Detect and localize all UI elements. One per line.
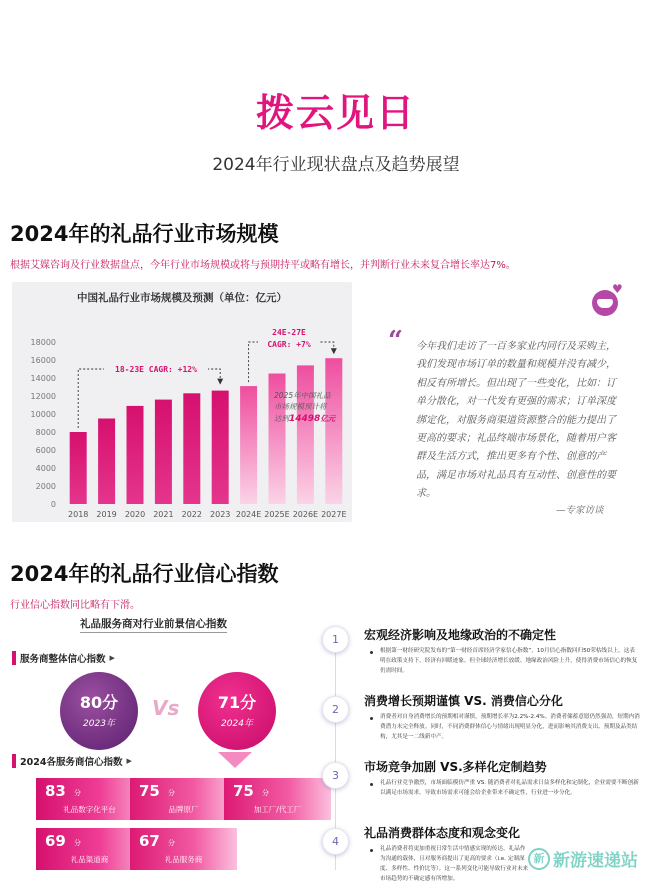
arrow-down-icon — [218, 752, 252, 768]
market-size-chart — [12, 282, 352, 522]
bar — [325, 358, 342, 504]
section-title-market-size: 2024年的礼品行业市场规模 — [10, 222, 279, 246]
heart-icon: ♥ — [612, 282, 623, 296]
section-description-market-size: 根据艾媒咨询及行业数据盘点，今年行业市场规模或将与预期持平或略有增长，并判断行业未来复合增长率达7%。 — [10, 260, 516, 271]
timeline-title: 市场竞争加剧 VS.多样化定制趋势 — [364, 760, 547, 774]
tile-unit: 分 — [74, 839, 81, 847]
bar — [127, 406, 144, 504]
callout-text: 达到14498亿元 — [274, 414, 336, 424]
score-tile — [36, 778, 143, 820]
section-description-confidence: 行业信心指数同比略有下滑。 — [10, 600, 140, 611]
timeline-desc: 根据第一财经研究院发布的“第一财经首席经济学家信心指数”，10月信心指数回归50荣枯线以上。这表明在政策支持下，经济有回暖迹象。但全球经济增长放缓、地缘政治风险上升，使得消费市场信心的恢复仍需时间。 — [380, 648, 638, 674]
timeline-desc: 消费者对自身消费增长的预期相对谨慎，预期增长率为2.2%-2.4%。消费者储蓄意愿仍然强劲，短期内消费潜力未完全释放。同时，不同消费群体信心与情绪出现明显分化，进而影响其消费支出、预期及品类结构，尤其是一二线新中产。 — [380, 714, 640, 740]
x-tick-label: 2019 — [96, 510, 117, 519]
arrow-head — [217, 379, 223, 385]
cagr-hist-label: 18-23E CAGR: +12% — [115, 365, 197, 374]
x-tick-label: 2021 — [153, 510, 174, 519]
y-tick-label: 4000 — [35, 464, 56, 473]
y-tick-label: 2000 — [35, 482, 56, 491]
bar — [183, 393, 200, 504]
quote-icon: “ — [388, 326, 403, 356]
x-tick-label: 2026E — [292, 510, 319, 519]
score-2023: 80分 — [79, 693, 119, 712]
tile-unit: 分 — [168, 839, 175, 847]
bar — [297, 365, 314, 504]
y-tick-label: 12000 — [30, 392, 56, 401]
timeline-title: 礼品消费群体态度和观念变化 — [364, 826, 521, 840]
callout-text: 2025年中国礼品 — [274, 391, 331, 400]
tile-score: 67 — [139, 832, 160, 850]
tile-name: 加工厂/代工厂 — [253, 805, 302, 814]
timeline-number: 3 — [322, 762, 349, 789]
tile-score: 69 — [45, 832, 66, 850]
label-bar — [12, 651, 16, 665]
watermark-logo: 新 — [528, 848, 550, 870]
bullet-dot — [370, 717, 373, 720]
score-tile — [224, 778, 331, 820]
tile-unit: 分 — [74, 789, 81, 797]
bar — [155, 400, 172, 504]
x-tick-label: 2020 — [124, 510, 146, 519]
label-bar — [12, 754, 16, 768]
score-tile — [130, 828, 237, 870]
x-tick-label: 2025E — [264, 510, 290, 519]
x-tick-label: 2022 — [181, 510, 202, 519]
bar — [70, 432, 87, 504]
breakdown-label — [12, 754, 132, 768]
overall-confidence-label — [12, 651, 115, 665]
quote-source: —专家访谈 — [556, 505, 604, 516]
timeline-number: 4 — [322, 828, 349, 855]
page-subtitle: 2024年行业现状盘点及趋势展望 — [212, 155, 460, 175]
tile-unit: 分 — [168, 789, 175, 797]
tile-score: 75 — [139, 782, 160, 800]
tile-name: 礼品数字化平台 — [63, 805, 116, 814]
bullet-dot — [370, 849, 373, 852]
x-tick-label: 2027E — [321, 510, 347, 519]
breakdown-label-text: 2024各服务商信心指数 — [20, 757, 123, 768]
timeline-title: 宏观经济影响及地缘政治的不确定性 — [364, 628, 557, 642]
timeline-title: 消费增长预期谨慎 VS. 消费信心分化 — [364, 694, 563, 708]
y-tick-label: 8000 — [35, 428, 56, 437]
overall-label-text: 服务商整体信心指数 — [20, 654, 106, 665]
y-tick-label: 6000 — [35, 446, 56, 455]
score-circle-2024 — [198, 672, 276, 750]
cagr-future-label: CAGR: +7% — [267, 340, 311, 349]
tile-name: 品牌原厂 — [168, 805, 199, 814]
bar — [98, 419, 115, 505]
watermark — [528, 846, 638, 871]
score-circle-2023 — [60, 672, 138, 750]
expert-quote: 今年我们走访了一百多家业内同行及采购主，我们发现市场订单的数量和规模并没有减少，相反有所增长。但出现了一些变化，比如：订单分散化，对一代发有更强的需求；订单深度绑定化，对服务商渠道资源整合的能力提出了更高的要求；礼品终端市场景化，随着用户客群及生活方式，推出更多有个性、创意的产品，满足市场对礼品具有互动性、创意性的要求。 — [416, 341, 616, 500]
tile-score: 75 — [233, 782, 254, 800]
year-2023: 2023年 — [83, 719, 115, 729]
timeline-number: 2 — [322, 696, 349, 723]
x-tick-label: 2024E — [235, 510, 262, 519]
y-tick-label: 16000 — [30, 356, 56, 365]
tile-name: 礼品渠道商 — [70, 855, 109, 864]
y-tick-label: 0 — [50, 500, 56, 509]
timeline-number: 1 — [322, 626, 349, 653]
score-tile — [36, 828, 143, 870]
chart-svg — [12, 282, 352, 522]
bar — [212, 391, 229, 504]
x-tick-label: 2018 — [68, 510, 89, 519]
chart-title: 中国礼品行业市场规模及预测（单位：亿元） — [77, 292, 287, 304]
triangle-right-icon: ▶ — [126, 757, 132, 765]
cagr-future-label: 24E-27E — [272, 328, 306, 337]
triangle-right-icon: ▶ — [109, 654, 115, 662]
confidence-subtitle: 礼品服务商对行业前景信心指数 — [80, 616, 227, 633]
y-tick-label: 10000 — [30, 410, 56, 419]
section-title-confidence: 2024年的礼品行业信心指数 — [10, 562, 279, 586]
score-tile — [130, 778, 237, 820]
tile-name: 礼品服务商 — [164, 855, 203, 864]
watermark-text: 新游速递站 — [553, 851, 638, 871]
tile-unit: 分 — [262, 789, 269, 797]
y-tick-label: 14000 — [30, 374, 56, 383]
timeline-desc: 礼品行业竞争激烈，市场面临模仿严重 VS. 随消费者对礼品需求日益多样化和定制化，企业需要不断创新以满足市场需求。导致市场需求可能会给企业带来不确定性，行业进一步分化。 — [380, 780, 639, 796]
vs-text: Vs — [152, 696, 180, 720]
page-title: 拨云见日 — [255, 91, 416, 135]
x-tick-label: 2023 — [210, 510, 231, 519]
bar — [240, 386, 257, 504]
callout-text: 市场规模预计将 — [274, 402, 327, 411]
year-2024: 2024年 — [221, 719, 253, 729]
bullet-dot — [370, 651, 373, 654]
bullet-dot — [370, 783, 373, 786]
timeline-desc: 礼品消费者将更加重视日常生活中情感实现的传达，礼品作为沟通的载体，且对服务商提出了更高的要求（i.e. 定制深度、多样性、性价比等）。这一系列变化可能导致行业对未来市场趋势的不确定感有所增加。 — [380, 846, 529, 882]
arrow-head — [331, 348, 337, 354]
y-tick-label: 18000 — [30, 338, 56, 347]
score-2024: 71分 — [217, 693, 257, 712]
tile-score: 83 — [45, 782, 66, 800]
